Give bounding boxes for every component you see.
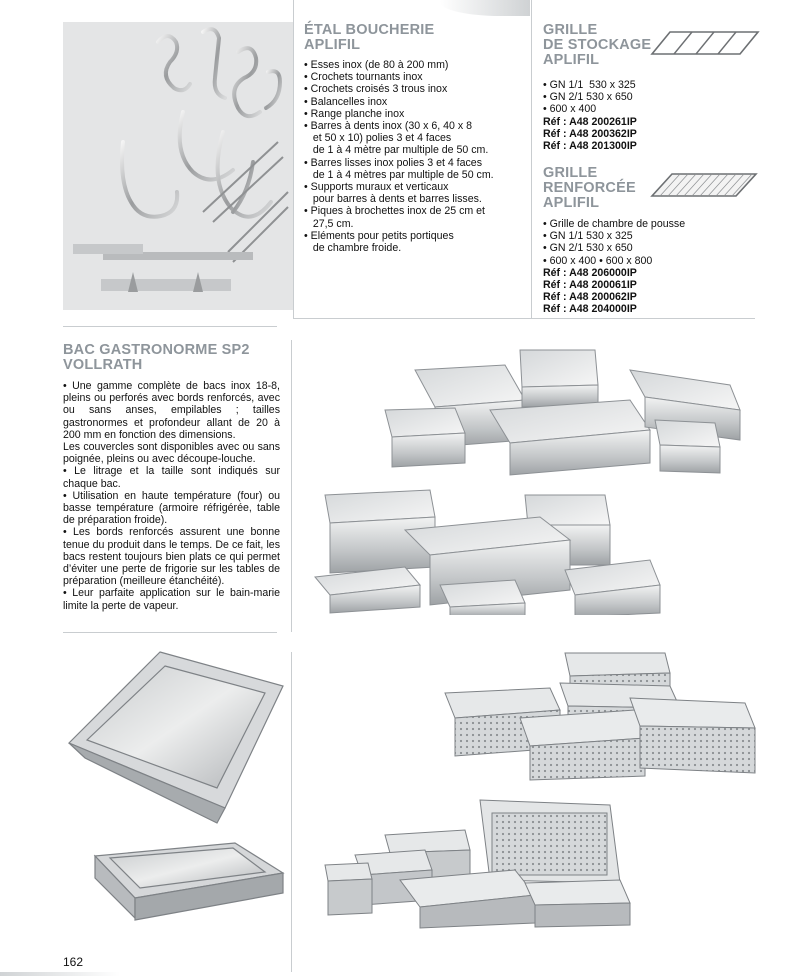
bac-paragraph: Les couvercles sont disponibles avec ou sans poignée, pleins ou avec découpe-louche. [63, 441, 280, 466]
large-pan-photo [65, 648, 285, 938]
perforated-pans-photo [440, 648, 760, 788]
bac-paragraph: • Le litrage et la taille sont indiqués sur chaque bac. [63, 465, 280, 490]
etal-item: • Range planche inox [304, 107, 405, 120]
grille-stockage-item: • GN 1/1 530 x 325 [543, 79, 636, 91]
etal-item: • Barres lisses inox polies 3 et 4 faces [304, 156, 482, 169]
etal-title [304, 23, 434, 53]
grille-renforcee-item: • Grille de chambre de pousse [543, 218, 686, 230]
decorative-swoosh [440, 0, 530, 16]
etal-title-line1: ÉTAL BOUCHERIE [304, 22, 435, 38]
etal-item: • Piques à brochettes inox de 25 cm et [304, 205, 485, 218]
bac-title-line1: BAC GASTRONORME SP2 [63, 342, 250, 358]
grille-stockage-title-line: APLIFIL [543, 52, 600, 68]
column-divider-mid [291, 340, 292, 632]
section-rule-bottom-left [63, 632, 277, 633]
grille-renforcee-ref: Réf : A48 206000IP [543, 266, 637, 279]
bac-description [63, 380, 280, 612]
hooks-illustration [63, 22, 294, 310]
bac-paragraph: • Leur parfaite application sur le bain-marie limite la perte de vapeur. [63, 587, 280, 612]
reinforced-grid-illustration [650, 168, 758, 200]
grille-renforcee-title-line: APLIFIL [543, 195, 600, 211]
stacked-pans-photo [310, 345, 760, 615]
etal-item: pour barres à dents et barres lisses. [304, 193, 482, 206]
etal-item: de 1 à 4 mètres par multiple de 50 cm. [304, 168, 494, 181]
etal-item: de chambre froide. [304, 242, 402, 255]
etal-item: • Balancelles inox [304, 95, 388, 108]
etal-item: • Crochets croisés 3 trous inox [304, 83, 448, 96]
grille-stockage-list [543, 79, 637, 152]
grille-renforcee-ref: Réf : A48 204000IP [543, 303, 637, 316]
etal-item: • Barres à dents inox (30 x 6, 40 x 8 [304, 120, 472, 133]
column-divider-right [531, 0, 532, 318]
section-rule-left [63, 326, 277, 327]
etal-item: • Eléments pour petits portiques [304, 229, 454, 242]
etal-item: 27,5 cm. [304, 217, 354, 230]
grille-stockage-ref: Réf : A48 201300IP [543, 140, 637, 153]
page-number-rule [0, 972, 120, 976]
butcher-hooks-photo [63, 22, 294, 310]
grille-renforcee-item: • GN 1/1 530 x 325 [543, 230, 633, 243]
page-number: 162 [63, 955, 84, 969]
etal-item: • Esses inox (de 80 à 200 mm) [304, 59, 449, 71]
assorted-pans-photo [320, 795, 640, 930]
grille-stockage-item: • GN 2/1 530 x 650 [543, 91, 633, 104]
grille-renforcee-ref: Réf : A48 200062IP [543, 291, 637, 304]
column-divider-bottom [291, 652, 292, 972]
storage-grid-illustration [650, 28, 760, 58]
bac-paragraph: • Une gamme complète de bacs inox 18-8, pleins ou perforés avec bords renforcés, avec ou sans anses, empilables ; tailles gastronormes et profondeur allant de 20 à 200 mm en fonction des dimensions. [63, 380, 280, 441]
grille-renforcee-title-line: GRILLE [543, 165, 598, 181]
etal-list [304, 59, 494, 254]
etal-item: de 1 à 4 mètre par multiple de 50 cm. [304, 144, 489, 157]
grille-stockage-title-line: GRILLE [543, 22, 598, 38]
etal-title-line2: APLIFIL [304, 37, 361, 53]
column-divider-top [293, 0, 294, 318]
grille-stockage-title [543, 23, 651, 68]
grille-renforcee-item: • 600 x 400 • 600 x 800 [543, 254, 653, 267]
grille-stockage-ref: Réf : A48 200362IP [543, 127, 637, 140]
bac-title-line2: VOLLRATH [63, 357, 143, 373]
grille-renforcee-list [543, 218, 685, 316]
etal-item: • Crochets tournants inox [304, 71, 423, 84]
etal-item: et 50 x 10) polies 3 et 4 faces [304, 132, 452, 145]
grille-renforcee-item: • GN 2/1 530 x 650 [543, 242, 633, 255]
grille-stockage-title-line: DE STOCKAGE [543, 37, 652, 53]
etal-item: • Supports muraux et verticaux [304, 181, 449, 194]
bac-title [63, 343, 250, 373]
grille-renforcee-ref: Réf : A48 200061IP [543, 279, 637, 292]
bac-paragraph: • Les bords renforcés assurent une bonne tenue du produit dans le temps. De ce fait, les bacs restent toujours bien plats ce qui permet d’éviter une perte de frigorie sur les tables de préparation (meilleure étanchéité). [63, 526, 280, 588]
section-rule-right [293, 318, 755, 319]
grille-stockage-ref: Réf : A48 200261IP [543, 115, 637, 128]
grille-stockage-item: • 600 x 400 [543, 103, 597, 116]
grille-renforcee-title-line: RENFORCÉE [543, 180, 636, 196]
grille-renforcee-title [543, 166, 636, 211]
bac-paragraph: • Utilisation en haute température (four) ou basse température (armoire réfrigérée, table de préparation froide). [63, 489, 280, 527]
